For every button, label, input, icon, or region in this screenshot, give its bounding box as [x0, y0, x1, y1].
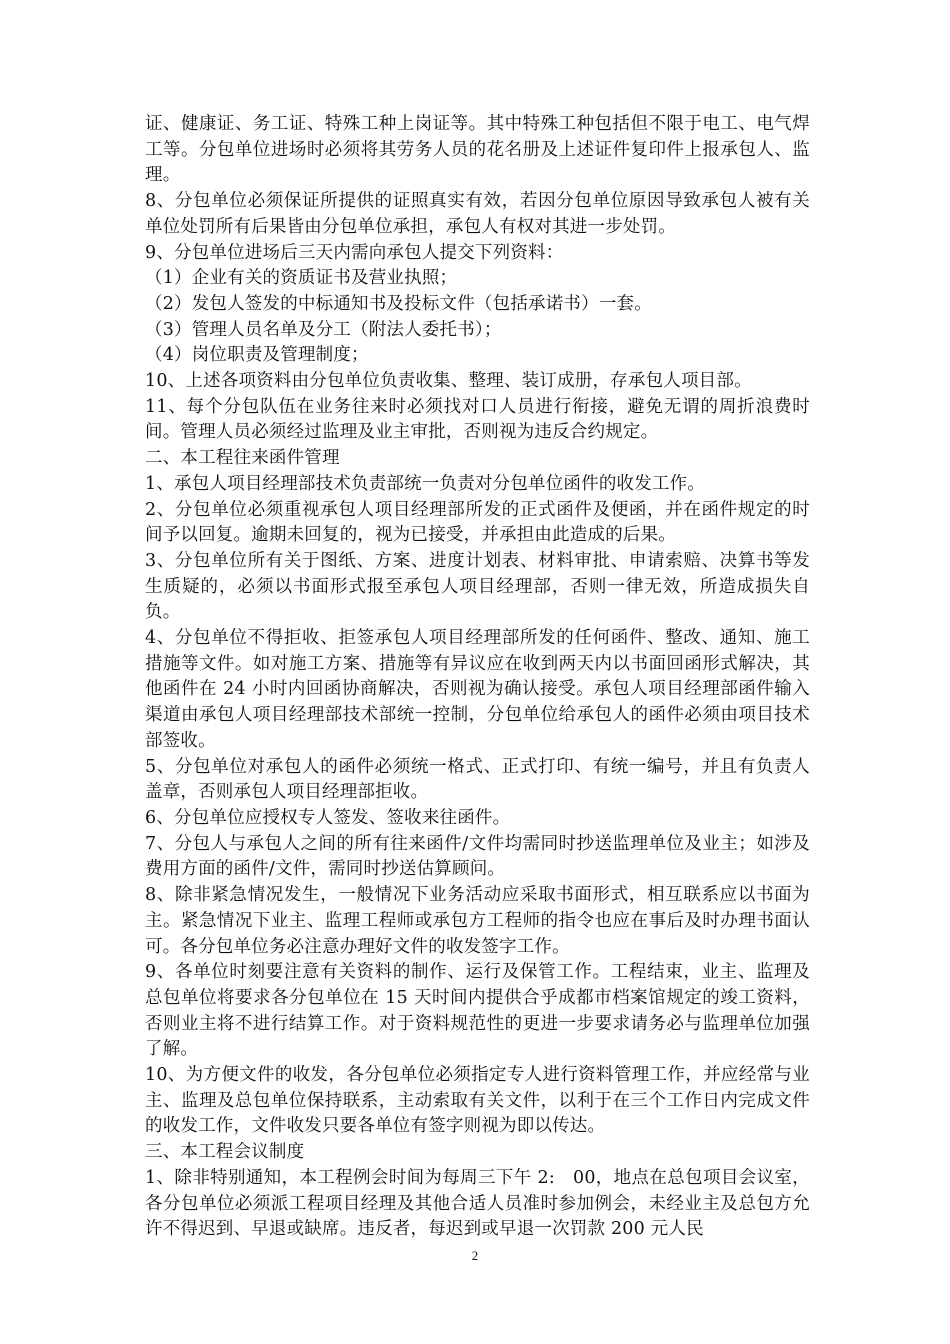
list-item: （1）企业有关的资质证书及营业执照； — [145, 268, 458, 289]
list-item: （4）岗位职责及管理制度； — [145, 345, 369, 366]
paragraph: 5、分包单位对承包人的函件必须统一格式、正式打印、有统一编号，并且有负责人盖章，否则承包人项目经理部拒收。 — [145, 756, 810, 803]
section-heading: 二、本工程往来函件管理 — [145, 448, 340, 469]
paragraph: 10、为方便文件的收发，各分包单位必须指定专人进行资料管理工作，并应经常与业主、监理及总包单位保持联系，主动索取有关文件，以利于在三个工作日内完成文件的收发工作，文件收发只要各单位有签字则视为即以传达。 — [145, 1065, 810, 1137]
document-body — [145, 112, 810, 1243]
paragraph: 8、分包单位必须保证所提供的证照真实有效，若因分包单位原因导致承包人被有关单位处罚所有后果皆由分包单位承担，承包人有权对其进一步处罚。 — [145, 191, 810, 237]
section-heading: 三、本工程会议制度 — [145, 1142, 305, 1163]
paragraph: 6、分包单位应授权专人签发、签收来往函件。 — [145, 807, 511, 828]
list-item: （3）管理人员名单及分工（附法人委托书）； — [145, 319, 502, 340]
paragraph: 证、健康证、务工证、特殊工种上岗证等。其中特殊工种包括但不限于电工、电气焊工等。分包单位进场时必须将其劳务人员的花名册及上述证件复印件上报承包人、监理。 — [145, 114, 810, 186]
paragraph: 3、分包单位所有关于图纸、方案、进度计划表、材料审批、申请索赔、决算书等发生质疑的，必须以书面形式报至承包人项目经理部，否则一律无效，所造成损失自负。 — [145, 550, 810, 623]
page-number: 2 — [471, 1248, 479, 1263]
paragraph: 11、每个分包队伍在业务往来时必须找对口人员进行衔接，避免无谓的周折浪费时间。管理人员必须经过监理及业主审批，否则视为违反合约规定。 — [145, 396, 810, 443]
list-item: （2）发包人签发的中标通知书及投标文件（包括承诺书）一套。 — [145, 293, 652, 314]
paragraph: 1、承包人项目经理部技术负责部统一负责对分包单位函件的收发工作。 — [145, 473, 706, 494]
paragraph: 7、分包人与承包人之间的所有往来函件/文件均需同时抄送监理单位及业主；如涉及费用方面的函件/文件，需同时抄送估算顾问。 — [145, 833, 810, 880]
paragraph: 8、除非紧急情况发生，一般情况下业务活动应采取书面形式，相互联系应以书面为主。紧急情况下业主、监理工程师或承包方工程师的指令也应在事后及时办理书面认可。各分包单位务必注意办理好文件的收发签字工作。 — [145, 885, 810, 957]
paragraph: 2、分包单位必须重视承包人项目经理部所发的正式函件及便函，并在函件规定的时间予以回复。逾期未回复的，视为已接受，并承担由此造成的后果。 — [145, 499, 810, 546]
paragraph: 10、上述各项资料由分包单位负责收集、整理、装订成册，存承包人项目部。 — [145, 371, 752, 392]
paragraph: 4、分包单位不得拒收、拒签承包人项目经理部所发的任何函件、整改、通知、施工措施等文件。如对施工方案、措施等有异议应在收到两天内以书面回函形式解决，其他函件在 24 小时内回函协商解决，否则视为确认接受。承包人项目经理部函件输入渠道由承包人项目经理部技术部统一控制，分包单位给承包人的函件必须由项目技术部签收。 — [145, 628, 810, 751]
paragraph: 9、分包单位进场后三天内需向承包人提交下列资料： — [145, 242, 564, 263]
paragraph: 1、除非特别通知，本工程例会时间为每周三下午 2: 00，地点在总包项目会议室，各分包单位必须派工程项目经理及其他合适人员准时参加例会，未经业主及总包方允许不得迟到、早退或缺席。违反者，每迟到或早退一次罚款 200 元人民 — [145, 1167, 810, 1240]
paragraph: 9、各单位时刻要注意有关资料的制作、运行及保管工作。工程结束，业主、监理及总包单位将要求各分包单位在 15 天时间内提供合乎成都市档案馆规定的竣工资料，否则业主将不进行结算工作。对于资料规范性的更进一步要求请务必与监理单位加强了解。 — [145, 962, 810, 1060]
